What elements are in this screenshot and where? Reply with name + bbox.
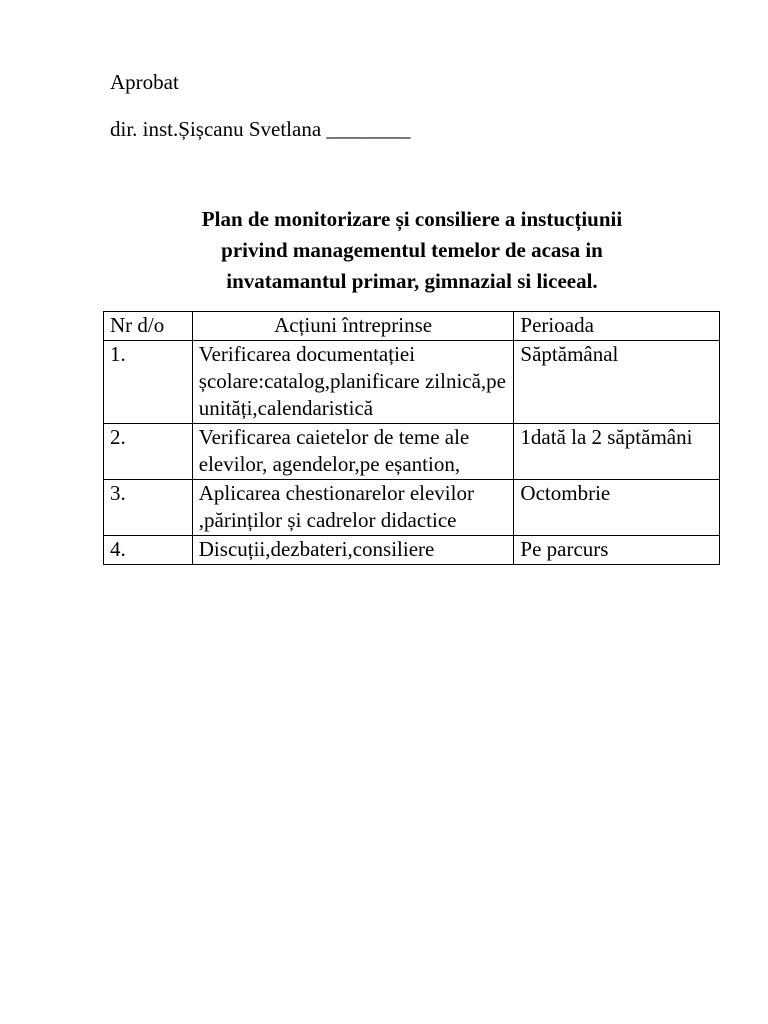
table-row [104,480,720,536]
row-period: Săptămânal [514,341,720,424]
approval-title: Aprobat [110,70,179,94]
row-nr: 1. [104,341,193,424]
row-action: Verificarea documentației școlare:catalog,planificare zilnică,pe unități,calendaristică [192,341,514,424]
row-nr: 4. [104,536,193,565]
row-nr: 2. [104,424,193,480]
header-nr: Nr d/o [104,312,193,341]
plan-table [103,311,720,565]
row-period: 1dată la 2 săptămâni [514,424,720,480]
row-action: Discuții,dezbateri,consiliere [192,536,514,565]
row-nr: 3. [104,480,193,536]
plan-title-line-3: invatamantul primar, gimnazial si liceeal. [226,269,598,293]
row-period: Octombrie [514,480,720,536]
header-actions: Acțiuni întreprinse [192,312,514,341]
table-row [104,424,720,480]
approval-signatory: dir. inst.Șișcanu Svetlana ________ [110,117,411,141]
row-action: Aplicarea chestionarelor elevilor ,părinților și cadrelor didactice [192,480,514,536]
plan-title-line-2: privind managementul temelor de acasa in [221,238,603,262]
table-header-row [104,312,720,341]
plan-title [104,204,720,297]
plan-title-line-1: Plan de monitorizare și consiliere a instucțiunii [201,207,623,231]
row-period: Pe parcurs [514,536,720,565]
table-row [104,341,720,424]
table-row [104,536,720,565]
row-action: Verificarea caietelor de teme ale elevilor, agendelor,pe eșantion, [192,424,514,480]
header-period: Perioada [514,312,720,341]
